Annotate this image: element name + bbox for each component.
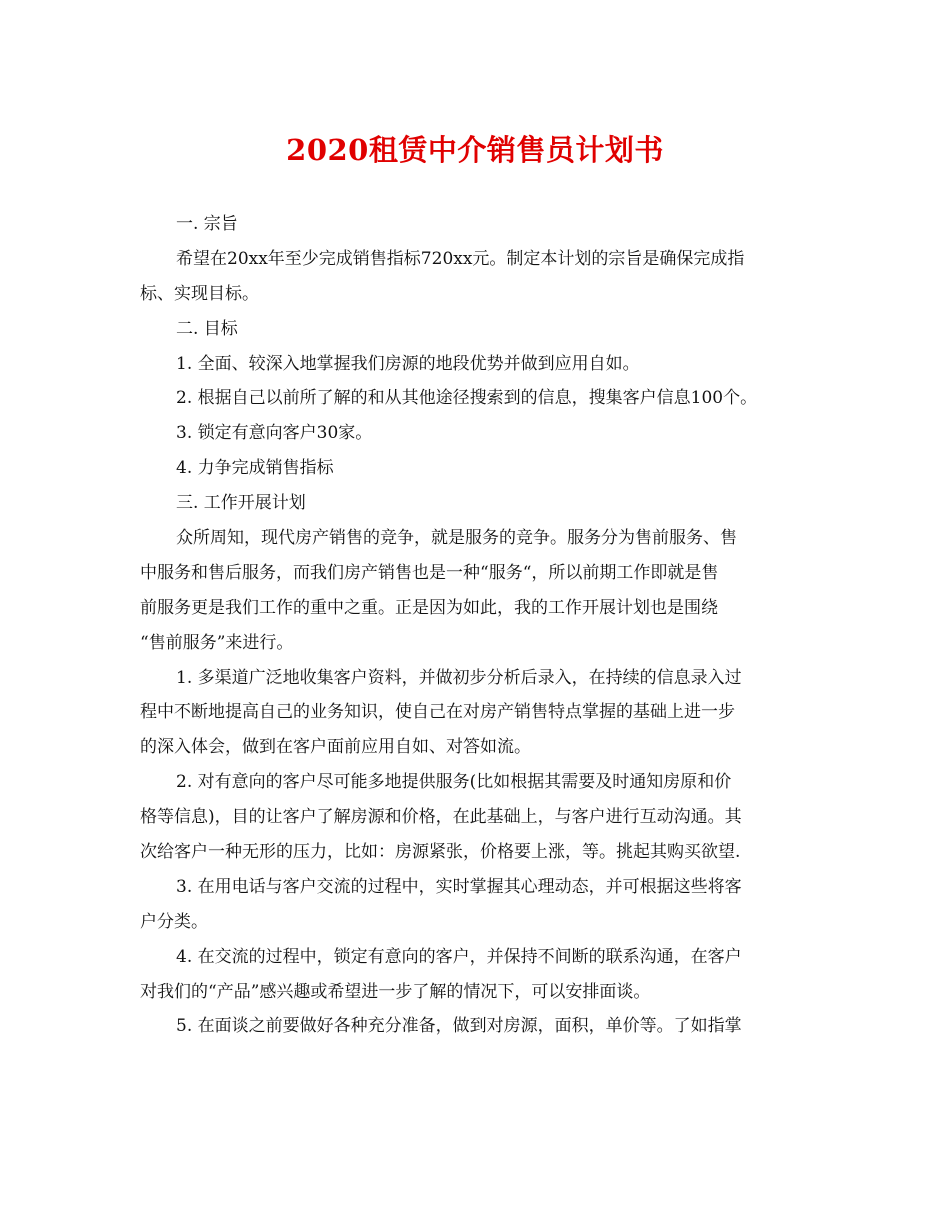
paragraph-line: 前服务更是我们工作的重中之重。正是因为如此，我的工作开展计划也是围绕 [140, 597, 718, 618]
paragraph-line: 一. 宗旨 [176, 214, 238, 234]
document-title: 2020租赁中介销售员计划书 [286, 133, 664, 167]
paragraph-line: 2. 根据自己以前所了解的和从其他途径搜索到的信息，搜集客户信息100个。 [176, 388, 758, 409]
paragraph-line: 中服务和售后服务，而我们房产销售也是一种“服务“，所以前期工作即就是售 [140, 562, 719, 583]
paragraph-line: 5. 在面谈之前要做好各种充分准备，做到对房源，面积，单价等。了如指掌 [176, 1016, 742, 1037]
paragraph-line: 次给客户一种无形的压力，比如：房源紧张，价格要上涨，等。挑起其购买欲望. [140, 842, 741, 863]
paragraph-line: 格等信息)，目的让客户了解房源和价格，在此基础上，与客户进行互动沟通。其 [140, 807, 742, 828]
paragraph-line: 户分类。 [140, 911, 208, 932]
paragraph-line: 的深入体会，做到在客户面前应用自如、对答如流。 [140, 737, 531, 758]
paragraph-line: 程中不断地提高自己的业务知识，使自己在对房产销售特点掌握的基础上进一步 [140, 702, 735, 723]
paragraph-line: 4. 力争完成销售指标 [176, 458, 334, 479]
paragraph-line: 二. 目标 [176, 318, 238, 339]
paragraph-line: 4. 在交流的过程中，锁定有意向的客户，并保持不间断的联系沟通，在客户 [176, 946, 742, 967]
paragraph-line: 3. 锁定有意向客户30家。 [176, 423, 373, 444]
paragraph-line: 2. 对有意向的客户尽可能多地提供服务(比如根据其需要及时通知房原和价 [176, 772, 732, 793]
paragraph-line: 1. 多渠道广泛地收集客户资料，并做初步分析后录入，在持续的信息录入过 [176, 667, 742, 688]
paragraph-line: 众所周知，现代房产销售的竞争，就是服务的竞争。服务分为售前服务、售 [176, 528, 737, 549]
paragraph-line: 对我们的“产品”感兴趣或希望进一步了解的情况下，可以安排面谈。 [140, 981, 651, 1002]
paragraph-line: 三. 工作开展计划 [176, 493, 306, 514]
paragraph-line: 标、实现目标。 [140, 283, 259, 304]
paragraph-line: 1. 全面、较深入地掌握我们房源的地段优势并做到应用自如。 [176, 353, 640, 374]
document-body [140, 207, 810, 1044]
paragraph-line: 3. 在用电话与客户交流的过程中，实时掌握其心理动态，并可根据这些将客 [176, 876, 742, 897]
paragraph-line: 希望在20xx年至少完成销售指标720xx元。制定本计划的宗旨是确保完成指 [176, 248, 745, 269]
paragraph-line: “售前服务”来进行。 [140, 632, 294, 653]
